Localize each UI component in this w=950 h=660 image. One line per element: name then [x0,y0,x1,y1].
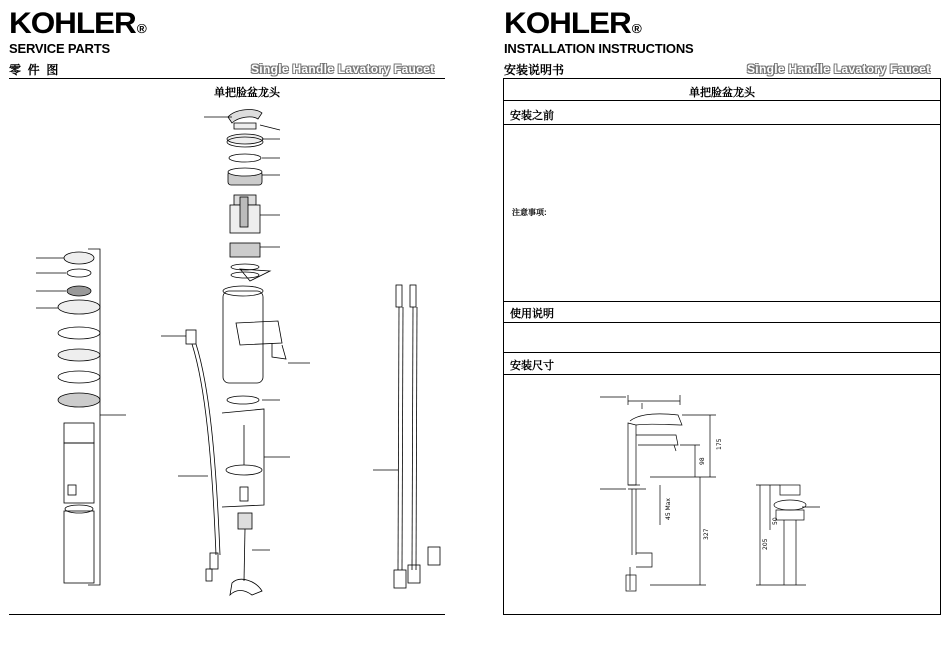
divider-2 [504,352,940,353]
dimension-drawing [590,385,830,600]
dim-175: 175 [716,438,723,450]
doc-type-right: INSTALLATION INSTRUCTIONS [504,41,694,56]
cn-title-left: 零 件 图 [9,63,59,77]
drain-assembly-part [58,252,100,583]
section-dimensions: 安装尺寸 [504,357,940,375]
dim-50: 50 [772,517,779,525]
faucet-body-part [223,286,286,383]
dim-98: 98 [699,457,706,465]
brand-name: KOHLER [504,7,631,40]
registered-mark: ® [136,21,146,36]
handle-part [228,110,262,129]
box-title: 单把脸盆龙头 [689,87,755,99]
registered-mark: ® [631,21,641,36]
divider-1 [504,301,940,302]
diagram-title-left: 单把脸盆龙头 [214,87,280,99]
brand-name: KOHLER [9,7,136,40]
footer-rule-left [9,614,445,615]
section-before-install: 安装之前 [504,107,940,125]
header-rule-left [9,78,445,79]
dim-45max: 45 Max [665,498,672,520]
product-name-left: Single Handle Lavatory Faucet [251,62,435,76]
section-usage: 使用说明 [504,305,940,323]
doc-type-left: SERVICE PARTS [9,41,110,56]
dim-205: 205 [762,538,769,550]
dim-327: 327 [703,528,710,540]
product-name-right: Single Handle Lavatory Faucet [747,62,931,76]
exploded-parts-diagram [0,95,450,610]
title-divider [504,100,940,101]
notes-label: 注意事项: [512,208,547,217]
kohler-logo-right [504,9,641,44]
kohler-logo-left [9,9,146,44]
cn-title-right: 安装说明书 [504,63,565,77]
